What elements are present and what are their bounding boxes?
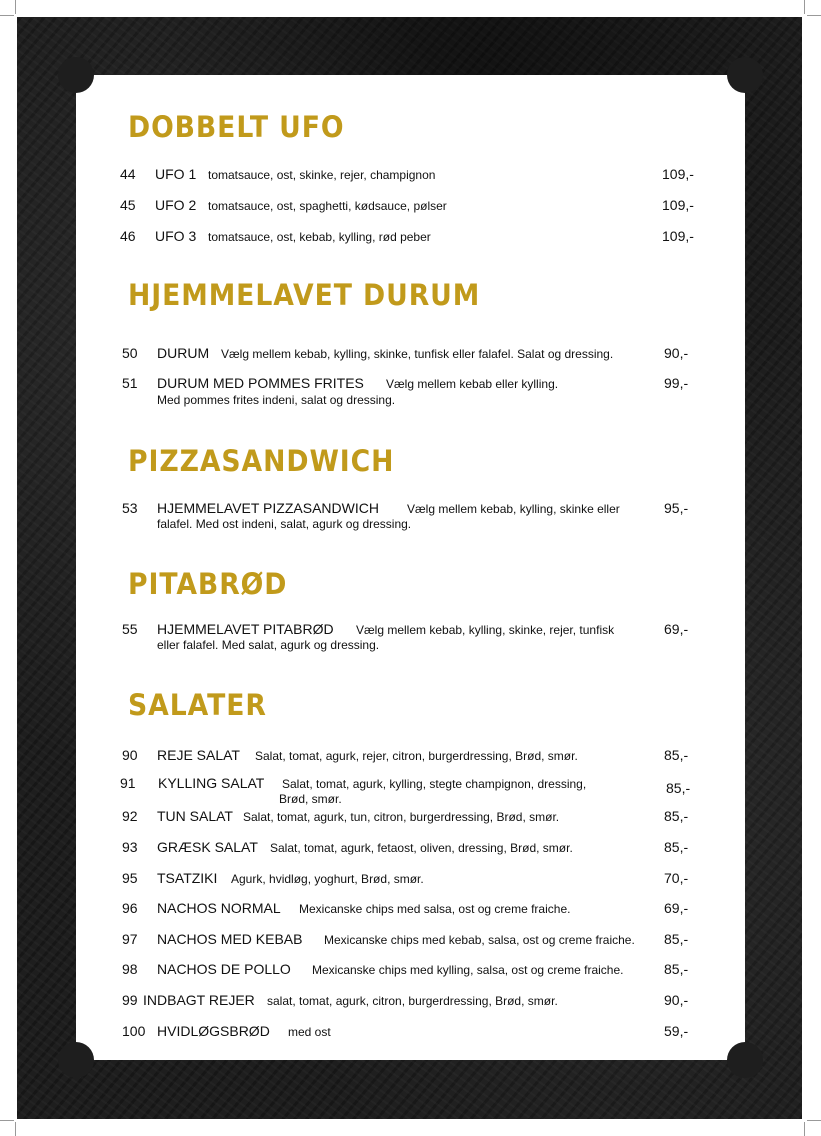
menu-item: [0, 839, 821, 859]
item-number: 91: [120, 775, 136, 791]
item-price: 85,-: [664, 931, 689, 947]
item-number: 96: [122, 900, 138, 916]
menu-item: [0, 992, 821, 1012]
item-name: NACHOS DE POLLO: [157, 961, 291, 977]
item-price: 109,-: [662, 228, 694, 244]
item-price: 69,-: [664, 900, 689, 916]
item-name: KYLLING SALAT: [158, 775, 265, 791]
item-description: Mexicanske chips med kylling, salsa, ost og creme fraiche.: [312, 963, 624, 977]
menu-item: [0, 166, 821, 186]
item-name: UFO 3: [155, 228, 197, 244]
item-name: DURUM MED POMMES FRITES: [157, 375, 364, 391]
item-name: HJEMMELAVET PIZZASANDWICH: [157, 500, 379, 516]
corner-notch: [727, 57, 763, 93]
item-price: 109,-: [662, 166, 694, 182]
item-name: HVIDLØGSBRØD: [157, 1023, 270, 1039]
item-description-line2: Med pommes frites indeni, salat og dressing.: [157, 393, 396, 407]
item-number: 93: [122, 839, 138, 855]
item-description: tomatsauce, ost, skinke, rejer, champignon: [208, 168, 436, 182]
menu-item: [0, 961, 821, 981]
item-price: 85,-: [664, 808, 689, 824]
menu-item: [0, 197, 821, 217]
item-number: 46: [120, 228, 136, 244]
item-name: TUN SALAT: [157, 808, 233, 824]
corner-notch: [58, 1042, 94, 1078]
crop-mark: [804, 1122, 805, 1136]
menu-item: [0, 621, 821, 652]
item-name: GRÆSK SALAT: [157, 839, 258, 855]
item-price: 95,-: [664, 500, 689, 516]
menu-item: [0, 345, 821, 365]
item-number: 55: [122, 621, 138, 637]
item-number: 45: [120, 197, 136, 213]
corner-notch: [727, 1042, 763, 1078]
item-price: 90,-: [664, 345, 689, 361]
menu-item: [0, 931, 821, 951]
item-number: 51: [122, 375, 138, 391]
section-title-pizzasandwich: PIZZASANDWICH: [128, 444, 395, 478]
item-description: Mexicanske chips med kebab, salsa, ost og creme fraiche.: [324, 933, 635, 947]
item-number: 100: [122, 1023, 146, 1039]
item-name: DURUM: [157, 345, 210, 361]
item-description-line2: falafel. Med ost indeni, salat, agurk og dressing.: [157, 517, 412, 531]
item-price: 99,-: [664, 375, 689, 391]
crop-mark: [15, 1122, 16, 1136]
item-name: REJE SALAT: [157, 747, 240, 763]
menu-item: [0, 500, 821, 531]
item-description: tomatsauce, ost, spaghetti, kødsauce, pølser: [208, 199, 447, 213]
item-description: Vælg mellem kebab, kylling, skinke eller: [407, 502, 620, 516]
item-number: 98: [122, 961, 138, 977]
crop-mark: [807, 1120, 821, 1121]
item-description-line2: Brød, smør.: [279, 792, 342, 806]
menu-item: [0, 775, 821, 806]
item-description: Mexicanske chips med salsa, ost og creme fraiche.: [299, 902, 571, 916]
item-price: 85,-: [664, 747, 689, 763]
item-price: 85,-: [664, 839, 689, 855]
item-number: 97: [122, 931, 138, 947]
section-title-durum: HJEMMELAVET DURUM: [128, 278, 481, 312]
corner-notch: [58, 57, 94, 93]
item-price: 109,-: [662, 197, 694, 213]
item-name: TSATZIKI: [157, 870, 218, 886]
item-description: Vælg mellem kebab, kylling, skinke, tunfisk eller falafel. Salat og dressing.: [221, 347, 614, 361]
item-description: tomatsauce, ost, kebab, kylling, rød peber: [208, 230, 431, 244]
item-description: Vælg mellem kebab eller kylling.: [386, 377, 559, 391]
crop-mark: [15, 0, 16, 14]
section-title-salater: SALATER: [128, 688, 267, 722]
crop-mark: [0, 1120, 14, 1121]
item-description: salat, tomat, agurk, citron, burgerdressing, Brød, smør.: [267, 994, 558, 1008]
menu-item: [0, 375, 821, 407]
item-description: Agurk, hvidløg, yoghurt, Brød, smør.: [231, 872, 424, 886]
item-number: 99: [122, 992, 138, 1008]
item-name: UFO 2: [155, 197, 197, 213]
item-price: 90,-: [664, 992, 689, 1008]
menu-item: [0, 870, 821, 890]
item-description: Salat, tomat, agurk, rejer, citron, burgerdressing, Brød, smør.: [255, 749, 578, 763]
item-description: Salat, tomat, agurk, tun, citron, burgerdressing, Brød, smør.: [243, 810, 560, 824]
crop-mark: [804, 0, 805, 14]
crop-mark: [0, 15, 14, 16]
menu-item: [0, 808, 821, 828]
item-description: Salat, tomat, agurk, kylling, stegte champignon, dressing,: [282, 777, 587, 791]
item-name: INDBAGT REJER: [143, 992, 255, 1008]
item-description: Vælg mellem kebab, kylling, skinke, rejer, tunfisk: [356, 623, 615, 637]
item-price: 59,-: [664, 1023, 689, 1039]
section-title-dobbelt-ufo: DOBBELT UFO: [128, 110, 345, 144]
item-number: 95: [122, 870, 138, 886]
item-number: 44: [120, 166, 136, 182]
item-description: Salat, tomat, agurk, fetaost, oliven, dressing, Brød, smør.: [270, 841, 573, 855]
menu-item: [0, 1023, 821, 1043]
menu-item: [0, 900, 821, 920]
item-number: 90: [122, 747, 138, 763]
menu-item: [0, 747, 821, 767]
item-name: HJEMMELAVET PITABRØD: [157, 621, 334, 637]
menu-item: [0, 228, 821, 248]
item-price: 85,-: [666, 780, 691, 796]
crop-mark: [807, 15, 821, 16]
item-name: UFO 1: [155, 166, 197, 182]
item-number: 50: [122, 345, 138, 361]
item-price: 85,-: [664, 961, 689, 977]
item-name: NACHOS MED KEBAB: [157, 931, 303, 947]
section-title-pitabrod: PITABRØD: [128, 567, 288, 601]
item-number: 92: [122, 808, 138, 824]
item-description: med ost: [288, 1025, 331, 1039]
item-description-line2: eller falafel. Med salat, agurk og dressing.: [157, 638, 380, 652]
item-price: 69,-: [664, 621, 689, 637]
item-name: NACHOS NORMAL: [157, 900, 281, 916]
item-price: 70,-: [664, 870, 689, 886]
item-number: 53: [122, 500, 138, 516]
